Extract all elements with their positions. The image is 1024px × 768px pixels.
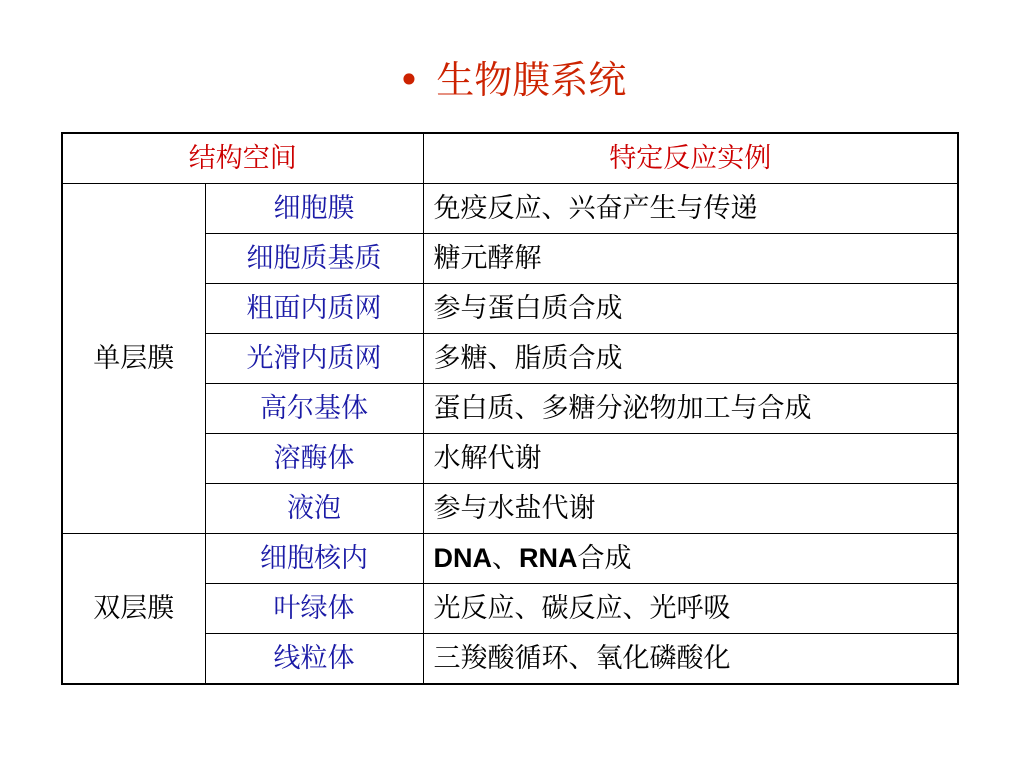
structure-cell: 细胞核内 xyxy=(205,534,423,584)
separator-text: 、 xyxy=(492,543,519,574)
table-header-row xyxy=(62,133,958,184)
structure-cell: 光滑内质网 xyxy=(205,334,423,384)
synthesis-text: 合成 xyxy=(577,543,632,574)
page-title-text: 生物膜系统 xyxy=(436,58,627,102)
structure-cell: 线粒体 xyxy=(205,634,423,685)
group-double-membrane: 双层膜 xyxy=(62,534,205,685)
function-cell: 免疫反应、兴奋产生与传递 xyxy=(423,184,958,234)
page-title xyxy=(0,58,1024,102)
table-row xyxy=(62,184,958,234)
function-cell: 三羧酸循环、氧化磷酸化 xyxy=(423,634,958,685)
table-row xyxy=(62,534,958,584)
structure-cell: 液泡 xyxy=(205,484,423,534)
structure-cell: 细胞膜 xyxy=(205,184,423,234)
function-cell: 蛋白质、多糖分泌物加工与合成 xyxy=(423,384,958,434)
header-function-examples: 特定反应实例 xyxy=(423,133,958,184)
structure-cell: 高尔基体 xyxy=(205,384,423,434)
function-cell: 糖元酵解 xyxy=(423,234,958,284)
structure-cell: 粗面内质网 xyxy=(205,284,423,334)
structure-cell: 叶绿体 xyxy=(205,584,423,634)
function-cell: 参与蛋白质合成 xyxy=(423,284,958,334)
function-cell: 多糖、脂质合成 xyxy=(423,334,958,384)
function-cell: 参与水盐代谢 xyxy=(423,484,958,534)
function-cell xyxy=(423,534,958,584)
structure-cell: 细胞质基质 xyxy=(205,234,423,284)
bullet-icon: • xyxy=(397,58,421,102)
rna-label: RNA xyxy=(519,543,578,573)
dna-label: DNA xyxy=(433,543,492,573)
membrane-system-table xyxy=(61,132,959,685)
group-single-membrane: 单层膜 xyxy=(62,184,205,534)
header-structure-space: 结构空间 xyxy=(62,133,423,184)
structure-cell: 溶酶体 xyxy=(205,434,423,484)
function-cell: 水解代谢 xyxy=(423,434,958,484)
function-cell: 光反应、碳反应、光呼吸 xyxy=(423,584,958,634)
